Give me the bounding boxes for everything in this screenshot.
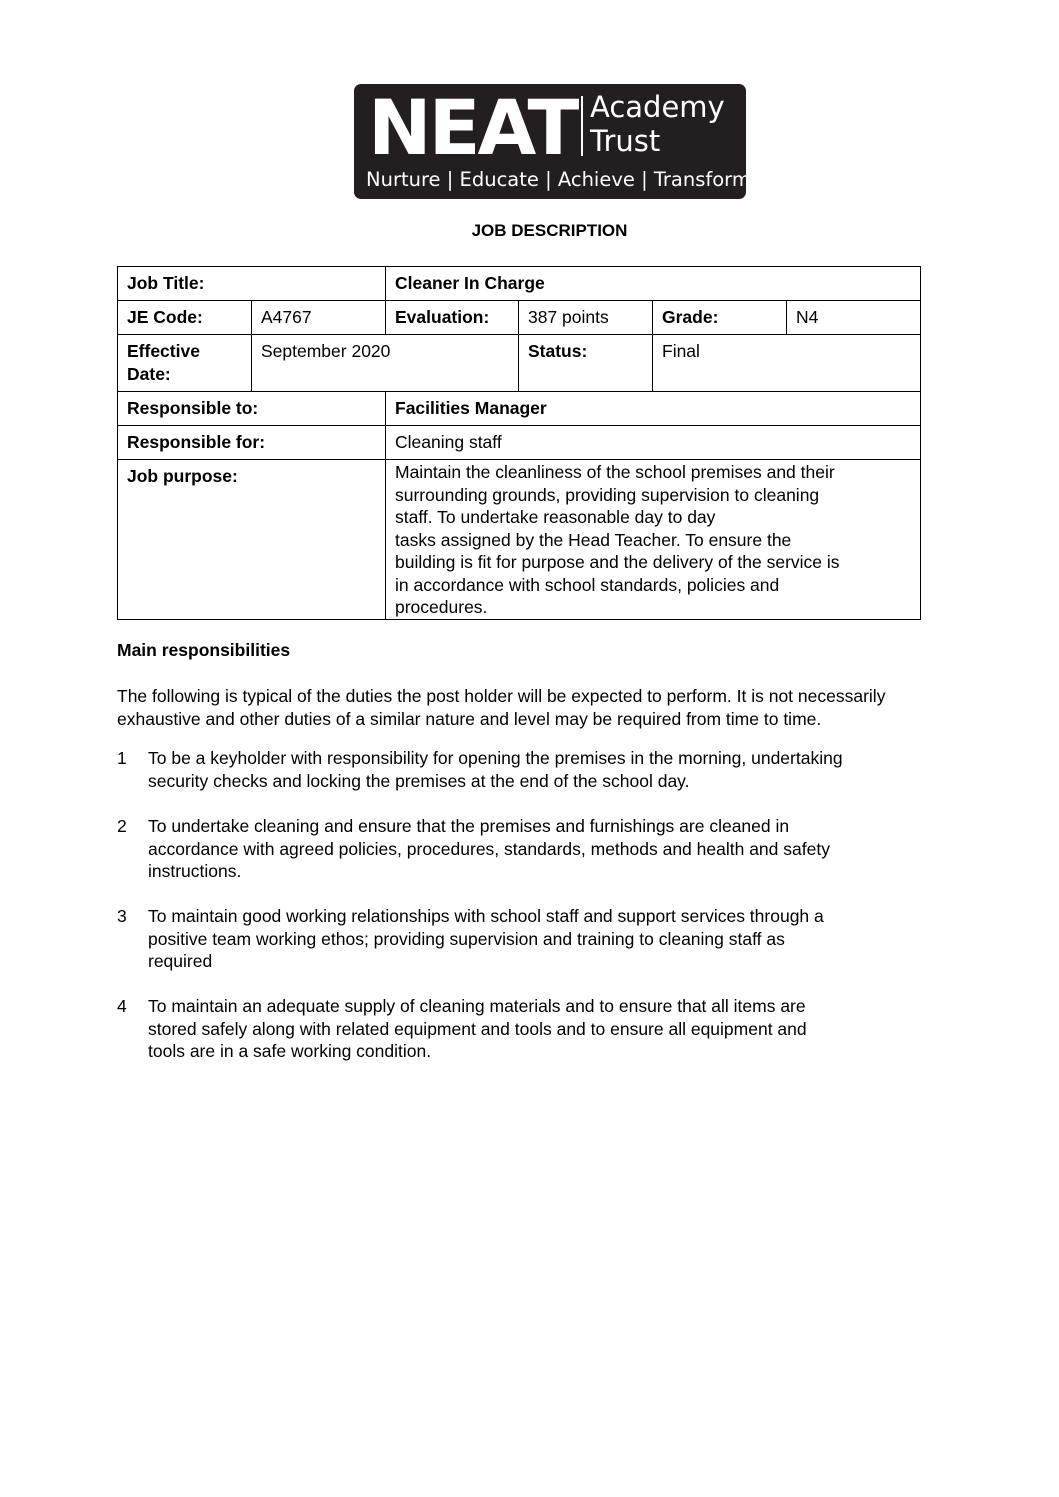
effective-date-value: September 2020 [252,335,519,392]
responsible-to-value: Facilities Manager [386,392,921,426]
item-number: 1 [117,748,127,768]
logo-line1: Academy [590,90,725,124]
table-row [118,460,921,620]
job-purpose-value [386,460,921,620]
item-text [148,747,938,792]
responsible-to-label: Responsible to: [118,392,386,426]
evaluation-value: 387 points [519,301,653,335]
item-line: instructions. [148,861,242,881]
table-row [118,335,921,392]
table-row [118,426,921,460]
item-number: 4 [117,996,127,1016]
job-purpose-line: building is fit for purpose and the delivery of the service is [395,552,840,572]
evaluation-label: Evaluation: [386,301,519,335]
item-line: stored safely along with related equipment and tools and to ensure all equipment and [148,1018,807,1039]
logo-line2: Trust [590,124,661,158]
job-title-value: Cleaner In Charge [386,267,921,301]
effective-date-label: Effective Date: [118,335,252,392]
item-line: To undertake cleaning and ensure that the premises and furnishings are cleaned in [148,816,790,836]
job-purpose-line: in accordance with school standards, policies and [395,574,780,595]
neat-academy-trust-logo [354,83,751,199]
grade-value: N4 [787,301,921,335]
item-line: security checks and locking the premises at the end of the school day. [148,770,690,791]
item-number: 3 [117,906,127,926]
table-row [118,301,921,335]
table-row [118,392,921,426]
item-line: To maintain an adequate supply of cleaning materials and to ensure that all items are [148,996,806,1016]
item-line: required [148,951,213,971]
job-purpose-line: tasks assigned by the Head Teacher. To ensure the [395,529,792,550]
status-label: Status: [519,335,653,392]
item-line: tools are in a safe working condition. [148,1041,432,1061]
job-purpose-line: staff. To undertake reasonable day to day [395,507,716,527]
intro-line: The following is typical of the duties the post holder will be expected to perform. It is not necessarily [117,686,886,706]
job-purpose-label: Job purpose: [118,460,386,620]
item-line: To be a keyholder with responsibility for opening the premises in the morning, undertaking [148,748,843,768]
responsible-for-label: Responsible for: [118,426,386,460]
item-number: 2 [117,816,127,836]
grade-label: Grade: [653,301,787,335]
item-line: accordance with agreed policies, procedures, standards, methods and health and safety [148,838,830,859]
responsibilities-intro [117,685,997,730]
job-purpose-line: Maintain the cleanliness of the school premises and their [395,462,835,482]
je-code-label: JE Code: [118,301,252,335]
item-line: positive team working ethos; providing supervision and training to cleaning staff as [148,928,785,949]
item-text [148,815,938,883]
status-value: Final [653,335,921,392]
table-row [118,267,921,301]
job-purpose-line: procedures. [395,597,488,617]
logo-divider [581,96,583,156]
logo-wordmark: NEAT [368,83,577,172]
item-text [148,905,938,973]
responsible-for-value: Cleaning staff [386,426,921,460]
job-purpose-line: surrounding grounds, providing supervision to cleaning [395,484,820,505]
document-title: JOB DESCRIPTION [471,221,628,240]
main-responsibilities-heading: Main responsibilities [117,640,291,660]
item-text [148,995,938,1063]
je-code-value: A4767 [252,301,386,335]
item-line: To maintain good working relationships with school staff and support services through a [148,906,824,926]
intro-line: exhaustive and other duties of a similar nature and level may be required from time to time. [117,708,822,729]
job-info-table [117,266,921,620]
job-title-label: Job Title: [118,267,386,301]
logo-tagline: Nurture | Educate | Achieve | Transform [366,168,751,191]
